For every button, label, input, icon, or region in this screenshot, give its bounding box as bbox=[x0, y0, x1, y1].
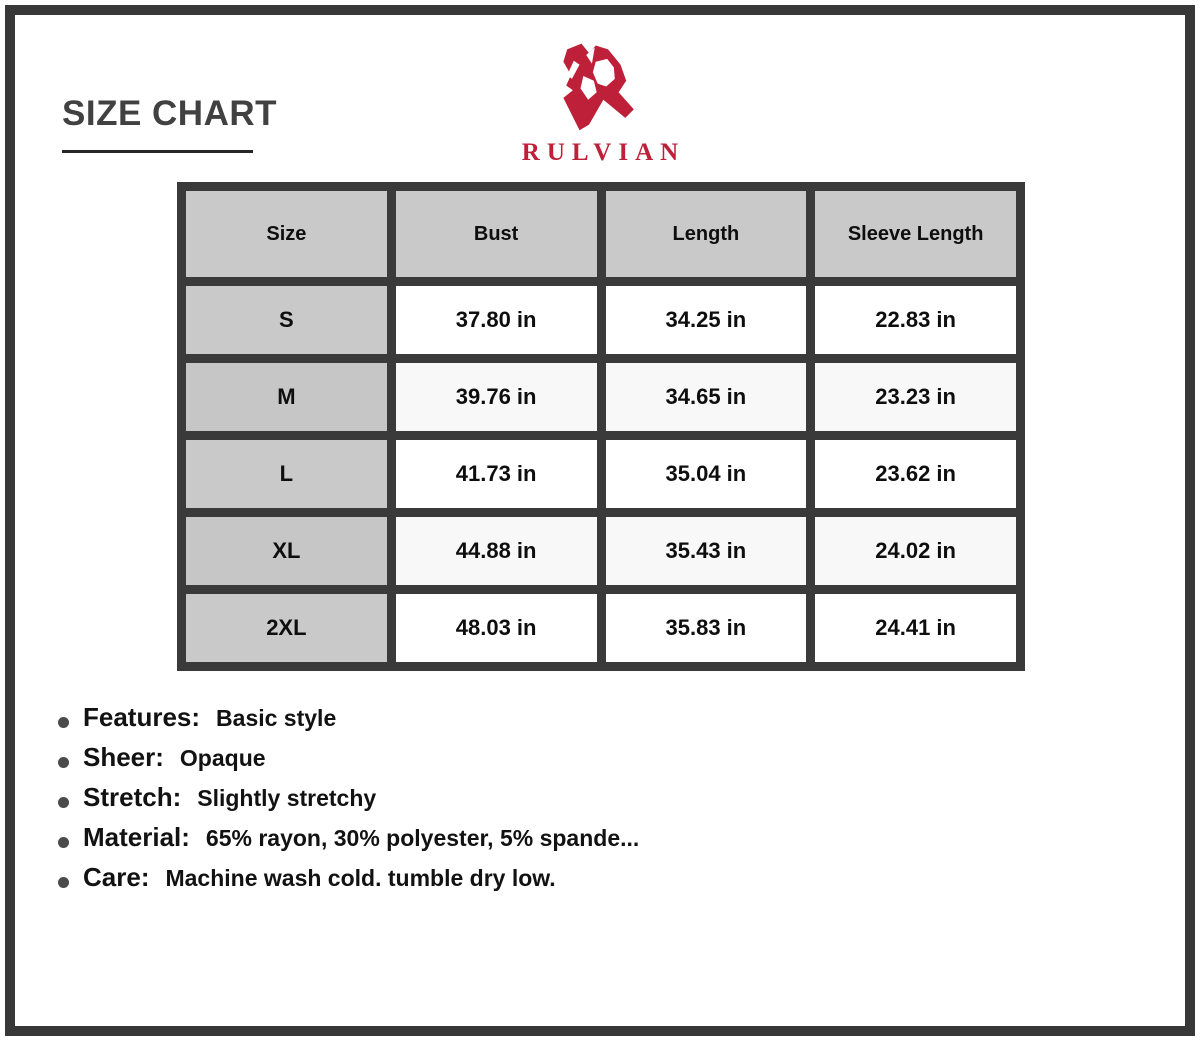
title-underline bbox=[62, 150, 253, 153]
detail-value-material: 65% rayon, 30% polyester, 5% spande... bbox=[205, 825, 640, 851]
table-cell-length: 34.65 in bbox=[606, 363, 807, 431]
bullet-icon bbox=[58, 717, 69, 728]
table-cell-sleeve: 24.02 in bbox=[815, 517, 1016, 585]
table-cell-length: 35.83 in bbox=[606, 594, 807, 662]
table-cell-sleeve: 23.62 in bbox=[815, 440, 1016, 508]
table-cell-sleeve: 23.23 in bbox=[815, 363, 1016, 431]
detail-label-sheer: Sheer: bbox=[83, 742, 164, 772]
bullet-icon bbox=[58, 797, 69, 808]
rulvian-monogram-icon bbox=[548, 36, 653, 136]
column-header-bust: Bust bbox=[396, 191, 597, 277]
table-cell-size: L bbox=[186, 440, 387, 508]
product-details-list bbox=[58, 702, 639, 902]
column-header-length: Length bbox=[606, 191, 807, 277]
table-cell-sleeve: 22.83 in bbox=[815, 286, 1016, 354]
list-item bbox=[58, 742, 639, 782]
page-title: SIZE CHART bbox=[62, 94, 277, 133]
table-cell-length: 35.04 in bbox=[606, 440, 807, 508]
detail-value-stretch: Slightly stretchy bbox=[197, 785, 377, 811]
table-cell-sleeve: 24.41 in bbox=[815, 594, 1016, 662]
table-cell-length: 35.43 in bbox=[606, 517, 807, 585]
detail-value-care: Machine wash cold. tumble dry low. bbox=[165, 865, 556, 891]
list-item bbox=[58, 702, 639, 742]
detail-value-sheer: Opaque bbox=[179, 745, 266, 771]
bullet-icon bbox=[58, 877, 69, 888]
brand-logo bbox=[450, 36, 750, 167]
detail-value-features: Basic style bbox=[216, 705, 337, 731]
table-cell-size: 2XL bbox=[186, 594, 387, 662]
table-cell-size: M bbox=[186, 363, 387, 431]
list-item bbox=[58, 862, 639, 902]
detail-label-features: Features: bbox=[83, 702, 201, 732]
table-cell-bust: 44.88 in bbox=[396, 517, 597, 585]
size-chart-table bbox=[177, 182, 1025, 671]
detail-label-stretch: Stretch: bbox=[83, 782, 182, 812]
bullet-icon bbox=[58, 757, 69, 768]
table-cell-size: XL bbox=[186, 517, 387, 585]
brand-wordmark: RULVIAN bbox=[521, 139, 686, 166]
list-item bbox=[58, 782, 639, 822]
column-header-size: Size bbox=[186, 191, 387, 277]
list-item bbox=[58, 822, 639, 862]
table-cell-bust: 39.76 in bbox=[396, 363, 597, 431]
table-cell-size: S bbox=[186, 286, 387, 354]
detail-label-material: Material: bbox=[83, 822, 190, 852]
bullet-icon bbox=[58, 837, 69, 848]
table-cell-bust: 37.80 in bbox=[396, 286, 597, 354]
detail-label-care: Care: bbox=[83, 862, 150, 892]
table-cell-length: 34.25 in bbox=[606, 286, 807, 354]
table-cell-bust: 41.73 in bbox=[396, 440, 597, 508]
table-cell-bust: 48.03 in bbox=[396, 594, 597, 662]
column-header-sleeve-length: Sleeve Length bbox=[815, 191, 1016, 277]
